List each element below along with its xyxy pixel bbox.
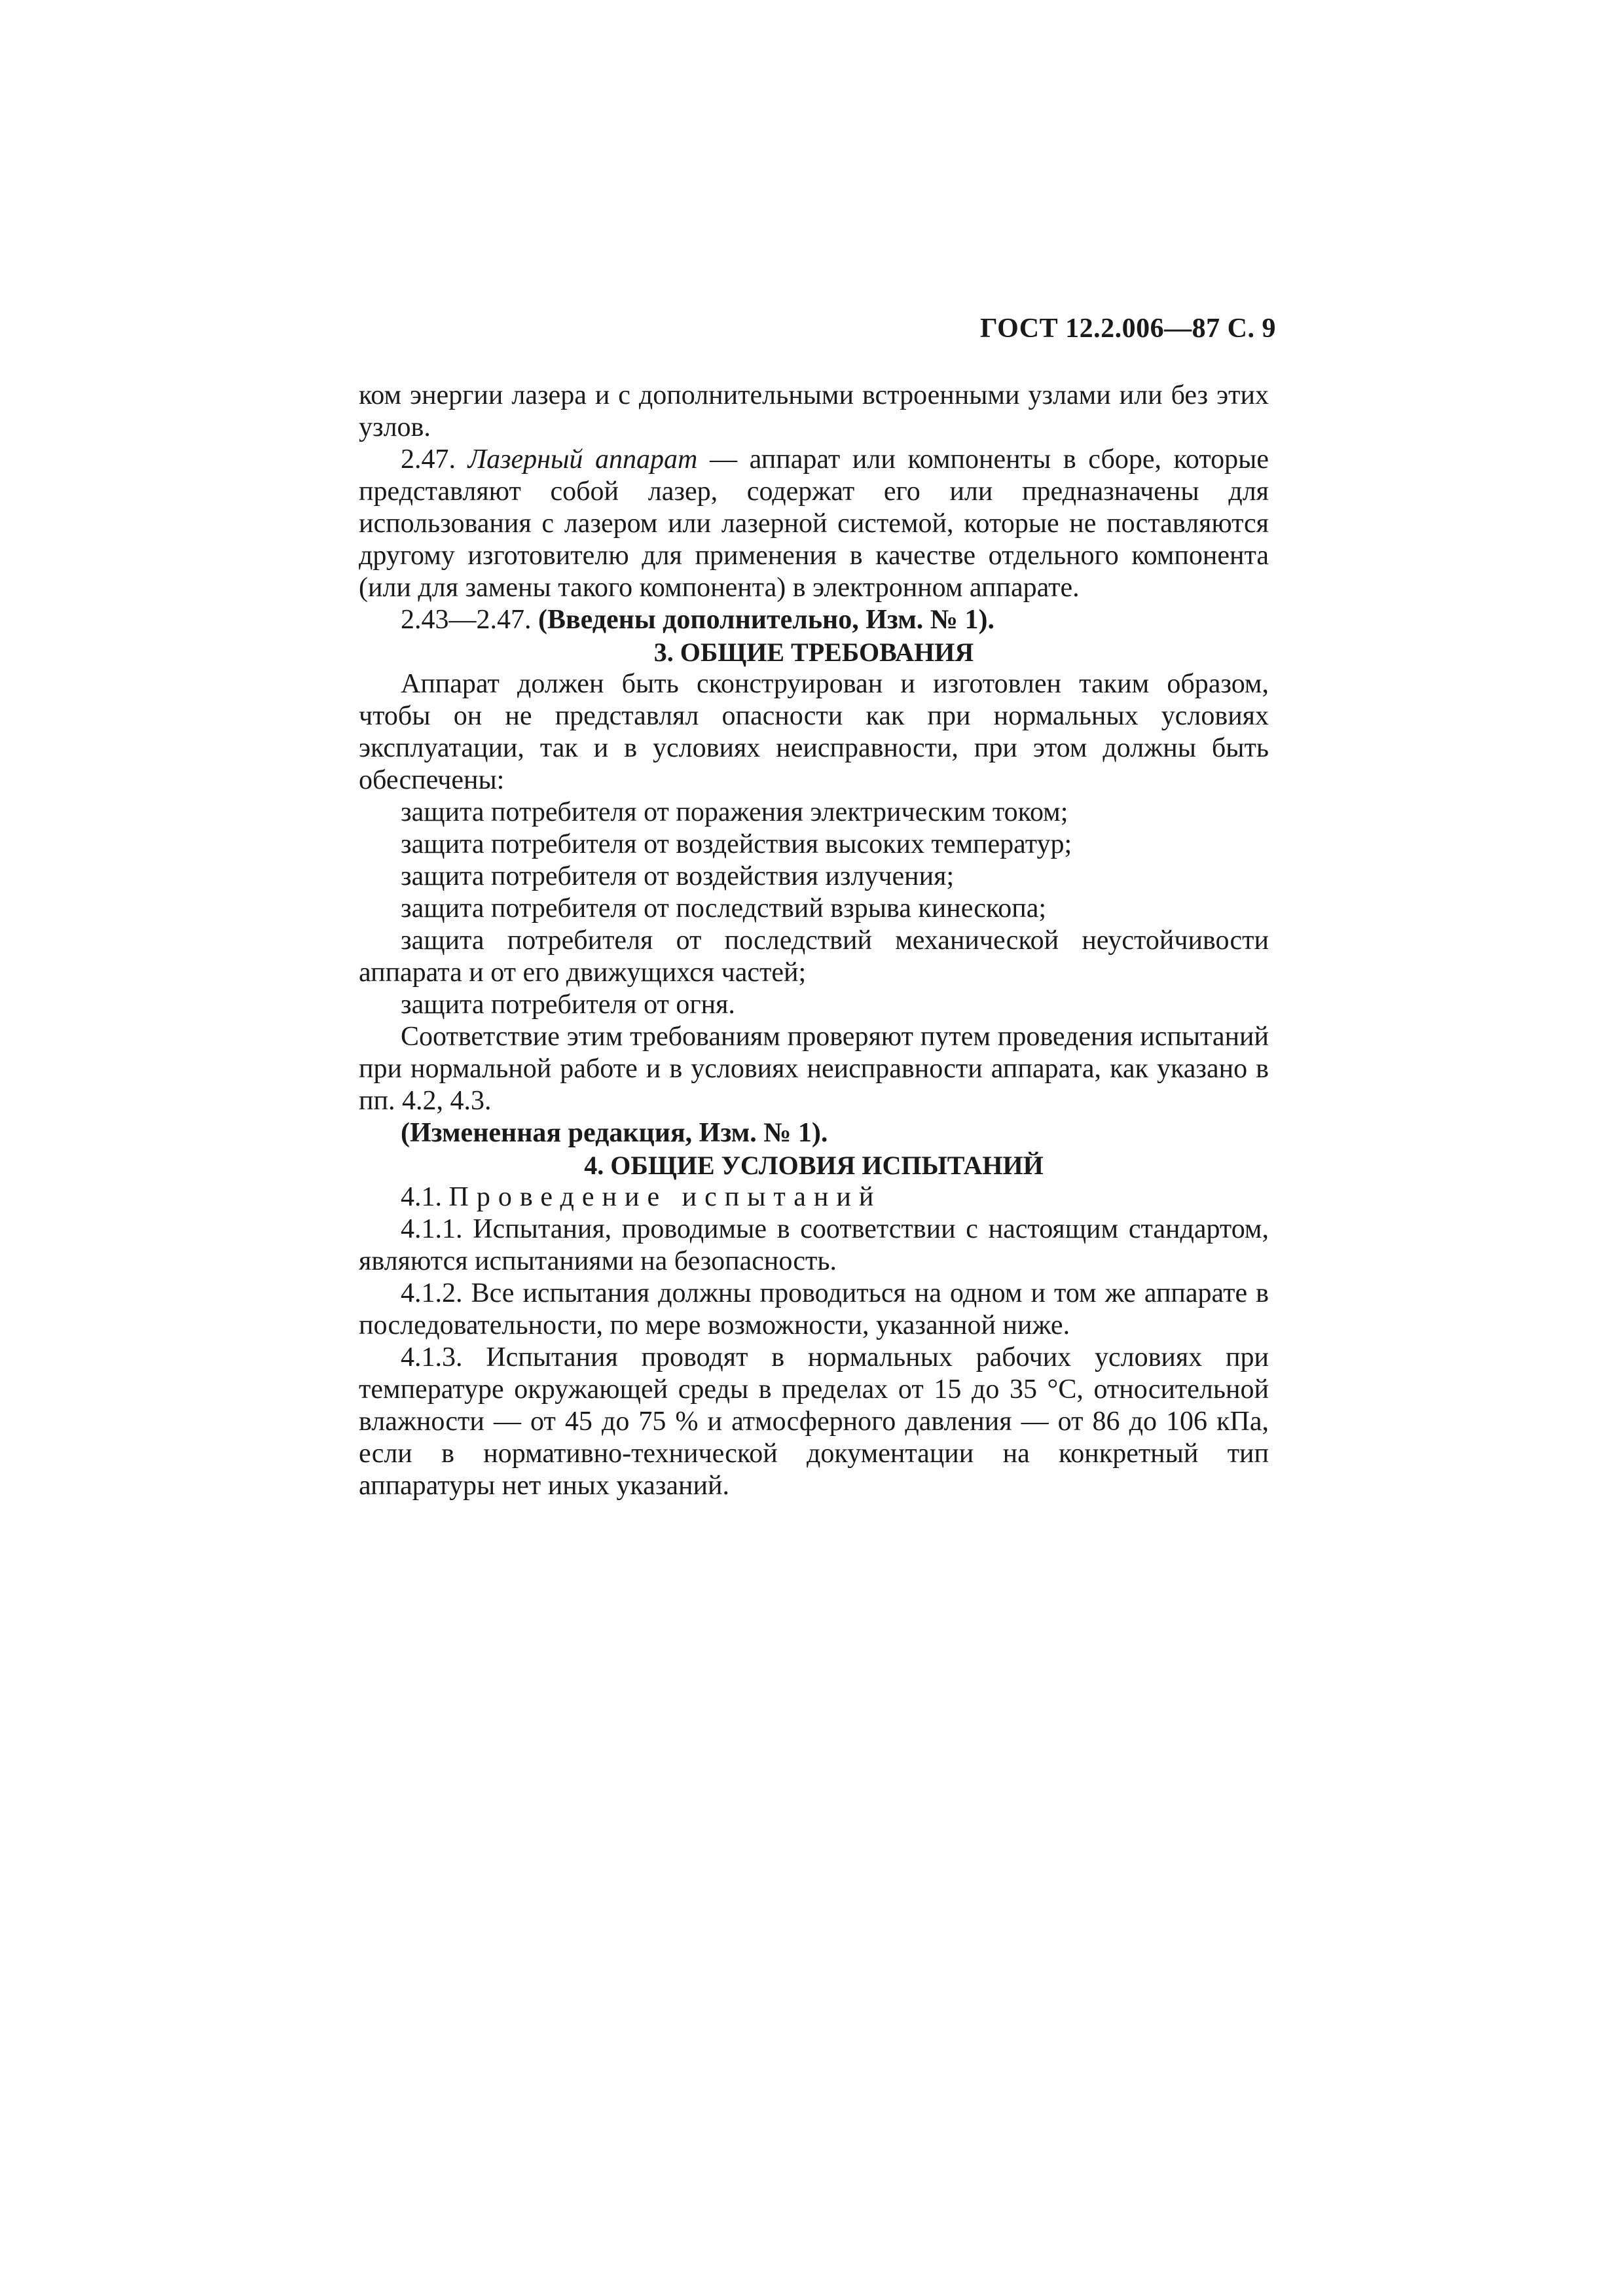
list-item: защита потребителя от огня.: [401, 990, 735, 1020]
clause-number: 2.43—2.47.: [401, 605, 532, 635]
subsection-4-1: [359, 1181, 1269, 1213]
list-item: защита потребителя от последствий взрыва кинескопа;: [401, 893, 1047, 924]
paragraph-continuation: ком энергии лазера и с дополнительными встроенными узлами или без этих узлов.: [359, 380, 1269, 442]
defined-term: Лазерный аппарат: [467, 444, 698, 475]
list-item: защита потребителя от воздействия излучения;: [401, 861, 955, 891]
section-4-heading: 4. ОБЩИЕ УСЛОВИЯ ИСПЫТАНИЙ: [584, 1151, 1044, 1180]
subsection-title: Проведение испытаний: [448, 1182, 882, 1212]
amendment-note-section-3: (Измененная редакция, Изм. № 1).: [401, 1118, 828, 1148]
clause-number: 2.47.: [401, 444, 456, 475]
list-item: защита потребителя от поражения электрическим током;: [401, 797, 1068, 827]
clause-4-1-2: 4.1.2. Все испытания должны проводиться на одном и том же аппарате в последовательности, по мере возможности, указанной ниже.: [359, 1278, 1269, 1340]
clause-text: — аппарат или компоненты в сборе, которые представляют собой лазер, содержат его или предназначены для использования с лазером или лазерной системой, которые не поставляются другому изготовителю для применения в качестве отдельного компонента (или для замены такого компонента) в электронном аппарате.: [359, 444, 1269, 603]
list-item: защита потребителя от воздействия высоких температур;: [401, 829, 1072, 859]
section-3-intro: Аппарат должен быть сконструирован и изготовлен таким образом, чтобы он не представлял опасности как при нормальных условиях эксплуатации, так и в условиях неисправности, при этом должны быть обеспечены:: [359, 669, 1269, 795]
clause-4-1-3: 4.1.3. Испытания проводят в нормальных рабочих условиях при температуре окружающей среды в пределах от 15 до 35 °С, относительной влажности — от 45 до 75 % и атмосферного давления — от 86 до 106 кПа, если в нормативно-технической документации на конкретный тип аппаратуры нет иных указаний.: [359, 1342, 1269, 1501]
section-3-compliance: Соответствие этим требованиям проверяют путем проведения испытаний при нормальной работе и в условиях неисправности аппарата, как указано в пп. 4.2, 4.3.: [359, 1022, 1269, 1116]
clause-4-1-1: 4.1.1. Испытания, проводимые в соответствии с настоящим стандартом, являются испытаниями на безопасность.: [359, 1214, 1269, 1276]
subsection-number: 4.1.: [401, 1182, 442, 1212]
document-body: [359, 380, 1269, 1502]
list-item: защита потребителя от последствий механической неустойчивости аппарата и от его движущихся частей;: [359, 925, 1269, 988]
clause-2-47: [359, 444, 1269, 604]
amendment-text: (Введены дополнительно, Изм. № 1).: [538, 605, 994, 635]
section-3-heading: 3. ОБЩИЕ ТРЕБОВАНИЯ: [653, 637, 974, 667]
amendment-note-2-43: [359, 604, 1269, 636]
page-header: ГОСТ 12.2.006—87 С. 9: [979, 314, 1276, 344]
